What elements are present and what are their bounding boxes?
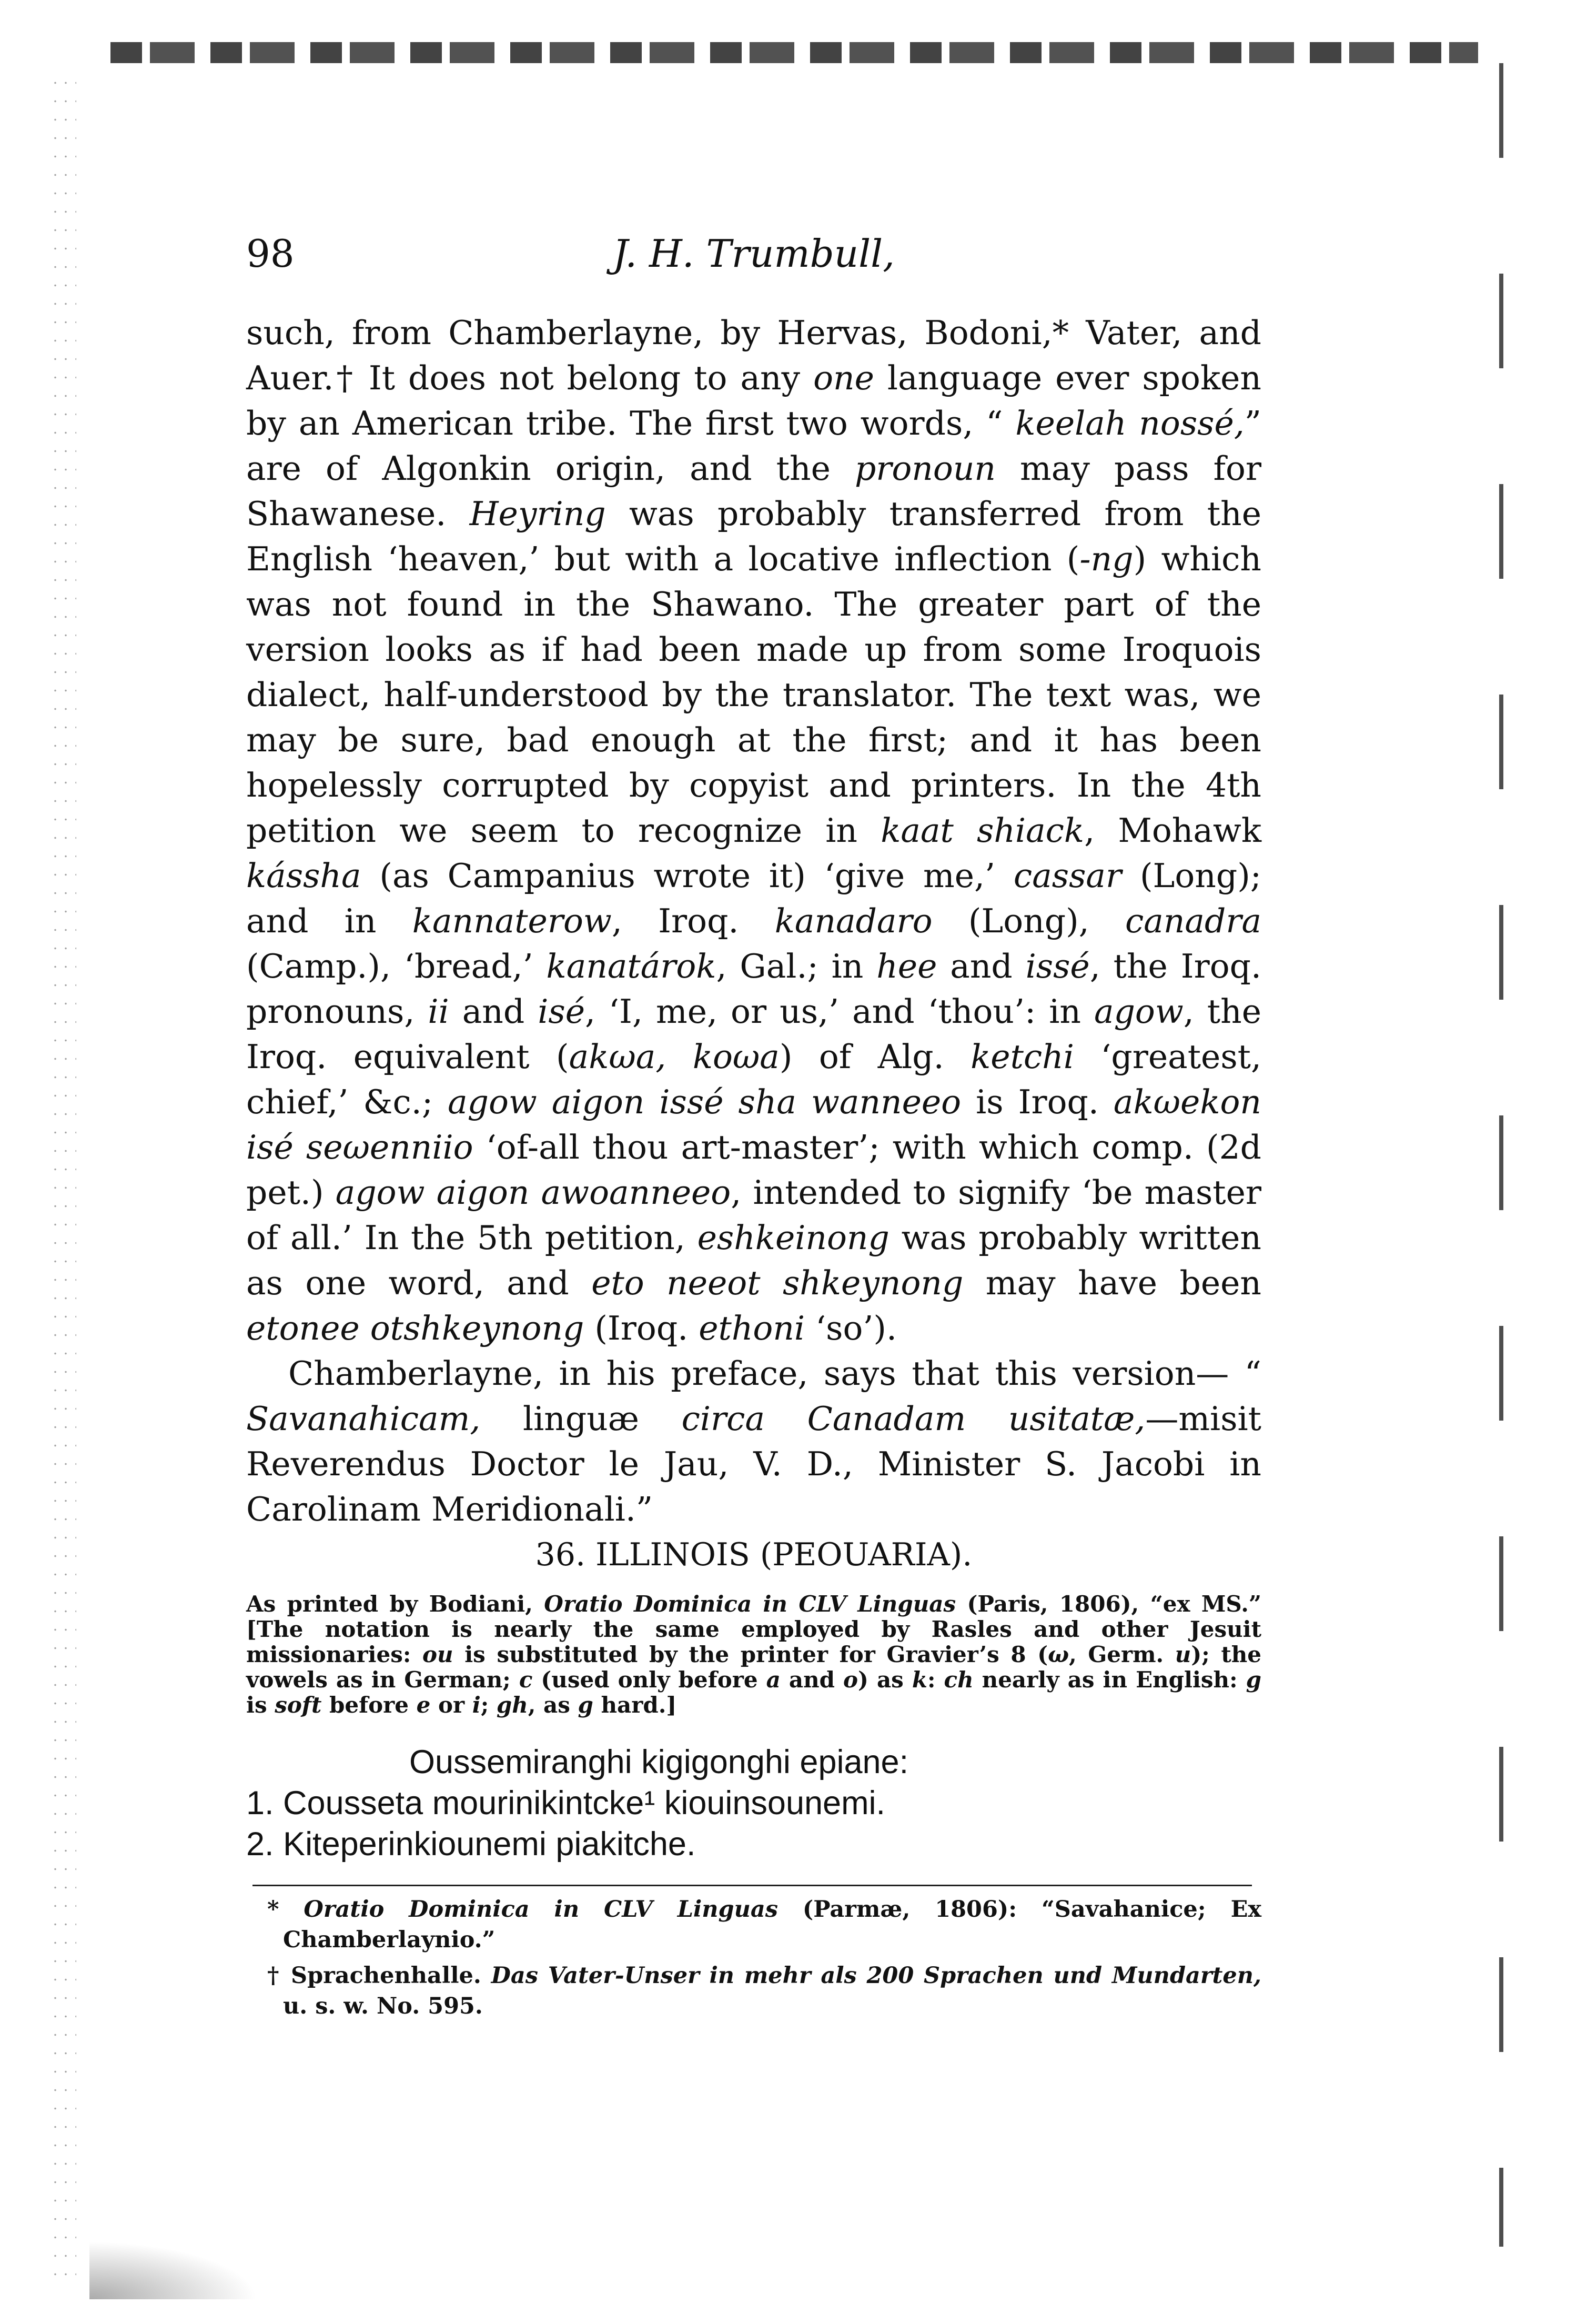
- text-run: may have been: [963, 1264, 1261, 1302]
- italic-run: cassar: [1013, 857, 1122, 895]
- text-run: , the Iroq. pronouns,: [246, 947, 1261, 1031]
- text-run: (Parmæ, 1806): “Savahanice; Ex Chamberlaynio.”: [283, 1896, 1261, 1953]
- text-run: (Paris, 1806), “ex MS.” [The notation is nearly the same employed by Rasles and other Jesuit missionaries:: [246, 1591, 1261, 1667]
- italic-run: o: [843, 1667, 858, 1693]
- italic-run: agow: [1094, 992, 1184, 1031]
- italic-run: kaat shiack: [881, 811, 1085, 850]
- scan-speckle-left: [50, 74, 76, 2283]
- text-run: or: [430, 1692, 472, 1718]
- text-run: As printed by Bodiani,: [246, 1591, 544, 1617]
- italic-run: c: [519, 1667, 533, 1693]
- italic-run: akωekon isé seωenniio: [246, 1083, 1261, 1166]
- text-run: , Mohawk: [1084, 811, 1261, 850]
- italic-run: Oratio Dominica in CLV Linguas: [304, 1896, 778, 1923]
- text-run: is substituted by the printer for Gravier’s 8 (: [453, 1642, 1048, 1667]
- text-run: , Gal.; in: [716, 947, 877, 985]
- footnote: [246, 1894, 1261, 1955]
- text-run: (Long),: [932, 902, 1126, 940]
- text-run: ‘of-all thou art-master’; with which comp. (2d pet.): [246, 1128, 1262, 1212]
- italic-run: a: [766, 1667, 781, 1693]
- italic-run: ethoni: [699, 1309, 805, 1347]
- text-run: , Iroq.: [611, 902, 775, 940]
- text-run: ‘so’).: [805, 1309, 897, 1347]
- italic-run: Das Vater-Unser in mehr als 200 Sprachen und Mundarten,: [491, 1963, 1261, 1989]
- italic-run: circa Canadam usitatæ,: [681, 1400, 1146, 1438]
- italic-run: e: [416, 1692, 431, 1718]
- text-run: before: [321, 1692, 417, 1718]
- scan-border-right: [1499, 63, 1503, 2247]
- text-run: (Long); and in: [246, 857, 1261, 940]
- body-paragraph: [246, 310, 1261, 1351]
- scan-border-top: [110, 42, 1478, 63]
- text-run: (Camp.), ‘bread,’: [246, 947, 547, 985]
- italic-run: -ng: [1079, 540, 1134, 578]
- italic-run: one: [813, 359, 874, 397]
- italic-run: eshkeinong: [697, 1219, 889, 1257]
- text-run: Chamberlayne, in his preface, says that this version— “: [288, 1354, 1261, 1393]
- footnote: [246, 1960, 1261, 2021]
- italic-run: canadra: [1125, 902, 1261, 940]
- italic-run: ii: [428, 992, 449, 1031]
- italic-run: u: [1175, 1642, 1191, 1667]
- italic-run: akωa, koωa: [569, 1038, 780, 1076]
- page-number: 98: [246, 232, 295, 276]
- text-run: ); the vowels as in German;: [246, 1642, 1262, 1693]
- text-run: (as Campanius wrote it) ‘give me,’: [361, 857, 1014, 895]
- text-run: such, from Chamberlayne, by Hervas, Bodoni,* Vater, and Auer.† It does not belong to any: [246, 314, 1261, 397]
- running-title: J. H. Trumbull,: [612, 232, 895, 276]
- italic-run: k: [912, 1667, 927, 1693]
- text-run: ‘greatest, chief,’ &c.;: [246, 1038, 1261, 1121]
- italic-run: Oratio Dominica in CLV Linguas: [544, 1591, 956, 1617]
- main-text: [246, 310, 1261, 1532]
- text-run: and: [780, 1667, 844, 1693]
- text-run: , Germ.: [1069, 1642, 1175, 1667]
- italic-run: agow aigon awoanneeo: [335, 1173, 731, 1212]
- text-run: ) of Alg.: [779, 1038, 971, 1076]
- italic-run: ou: [422, 1642, 453, 1667]
- editorial-note: [246, 1592, 1261, 1718]
- italic-run: ch: [944, 1667, 974, 1693]
- text-run: (Iroq.: [584, 1309, 699, 1347]
- text-run: , as: [528, 1692, 578, 1718]
- italic-run: keelah nossé,: [1015, 404, 1245, 442]
- running-header: [246, 232, 1261, 289]
- text-run: linguæ: [480, 1400, 682, 1438]
- text-run: —misit Reverendus Doctor le Jau, V. D., Minister S. Jacobi in Carolinam Meridionali.”: [246, 1400, 1261, 1528]
- italic-run: hee: [876, 947, 937, 985]
- text-run: is: [246, 1692, 275, 1718]
- italic-run: eto neeot shkeynong: [591, 1264, 964, 1302]
- text-run: language ever spoken by an American tribe. The first two words, “: [246, 359, 1261, 442]
- italic-run: kanadaro: [774, 902, 933, 940]
- prayer-text: [246, 1742, 1261, 1865]
- scan-smudge: [89, 2241, 258, 2299]
- italic-run: g: [578, 1692, 593, 1718]
- text-run: ) as: [858, 1667, 912, 1693]
- text-run: † Sprachenhalle.: [267, 1963, 491, 1989]
- text-run: may pass for Shawanese.: [246, 449, 1261, 533]
- text-run: was probably transferred from the English ‘heaven,’ but with a locative inflection (: [246, 495, 1261, 578]
- italic-run: kássha: [246, 857, 361, 895]
- text-run: ) which was not found in the Shawano. The greater part of the version looks as if had been made up from some Iroquois dialect, half-understood by the translator. The text was, we may be sure, bad enough at the first; and it has been hopelessly corrupted by copyist and printers. In the 4th petition we seem to recognize in: [246, 540, 1261, 850]
- text-run: , the Iroq. equivalent (: [246, 992, 1261, 1076]
- italic-run: isé: [538, 992, 585, 1031]
- italic-run: kannaterow: [412, 902, 612, 940]
- text-run: and: [937, 947, 1026, 985]
- section-heading: 36. ILLINOIS (PEOUARIA).: [535, 1536, 973, 1573]
- italic-run: pronoun: [854, 449, 996, 488]
- text-run: ” are of Algonkin origin, and the: [246, 404, 1262, 488]
- italic-run: issé: [1025, 947, 1090, 985]
- prayer-line: Oussemiranghi kigigonghi epiane:: [409, 1744, 909, 1780]
- text-run: u. s. w. No. 595.: [283, 1993, 483, 2019]
- italic-run: etonee otshkeynong: [246, 1309, 584, 1347]
- text-run: hard.]: [593, 1692, 677, 1718]
- italic-run: Savanahicam,: [246, 1400, 481, 1438]
- text-run: nearly as in English:: [973, 1667, 1246, 1693]
- text-run: , ‘I, me, or us,’ and ‘thou’: in: [584, 992, 1095, 1031]
- text-run: *: [267, 1896, 304, 1923]
- text-run: (used only before: [532, 1667, 766, 1693]
- text-run: was probably written as one word, and: [246, 1219, 1261, 1302]
- italic-run: kanatárok: [546, 947, 716, 985]
- text-run: is Iroq.: [961, 1083, 1114, 1121]
- body-paragraph: [246, 1351, 1261, 1532]
- italic-run: i: [472, 1692, 481, 1718]
- text-run: , intended to signify ‘be master of all.’ In the 5th petition,: [246, 1173, 1261, 1257]
- italic-run: Heyring: [469, 495, 606, 533]
- italic-run: gh: [496, 1692, 528, 1718]
- italic-run: ketchi: [971, 1038, 1074, 1076]
- italic-run: g: [1246, 1667, 1261, 1693]
- prayer-line: 2. Kiteperinkiounemi piakitche.: [246, 1826, 696, 1863]
- footnotes: [246, 1894, 1261, 2027]
- prayer-line: 1. Cousseta mourinikintcke¹ kiouinsounemi.: [246, 1785, 886, 1822]
- text-run: ;: [480, 1692, 497, 1718]
- italic-run: ω: [1048, 1642, 1069, 1667]
- text-run: :: [927, 1667, 944, 1693]
- italic-run: soft: [275, 1692, 322, 1718]
- footnote-rule: [252, 1885, 1252, 1886]
- text-run: and: [449, 992, 538, 1031]
- italic-run: agow aigon issé sha wanneeo: [448, 1083, 962, 1121]
